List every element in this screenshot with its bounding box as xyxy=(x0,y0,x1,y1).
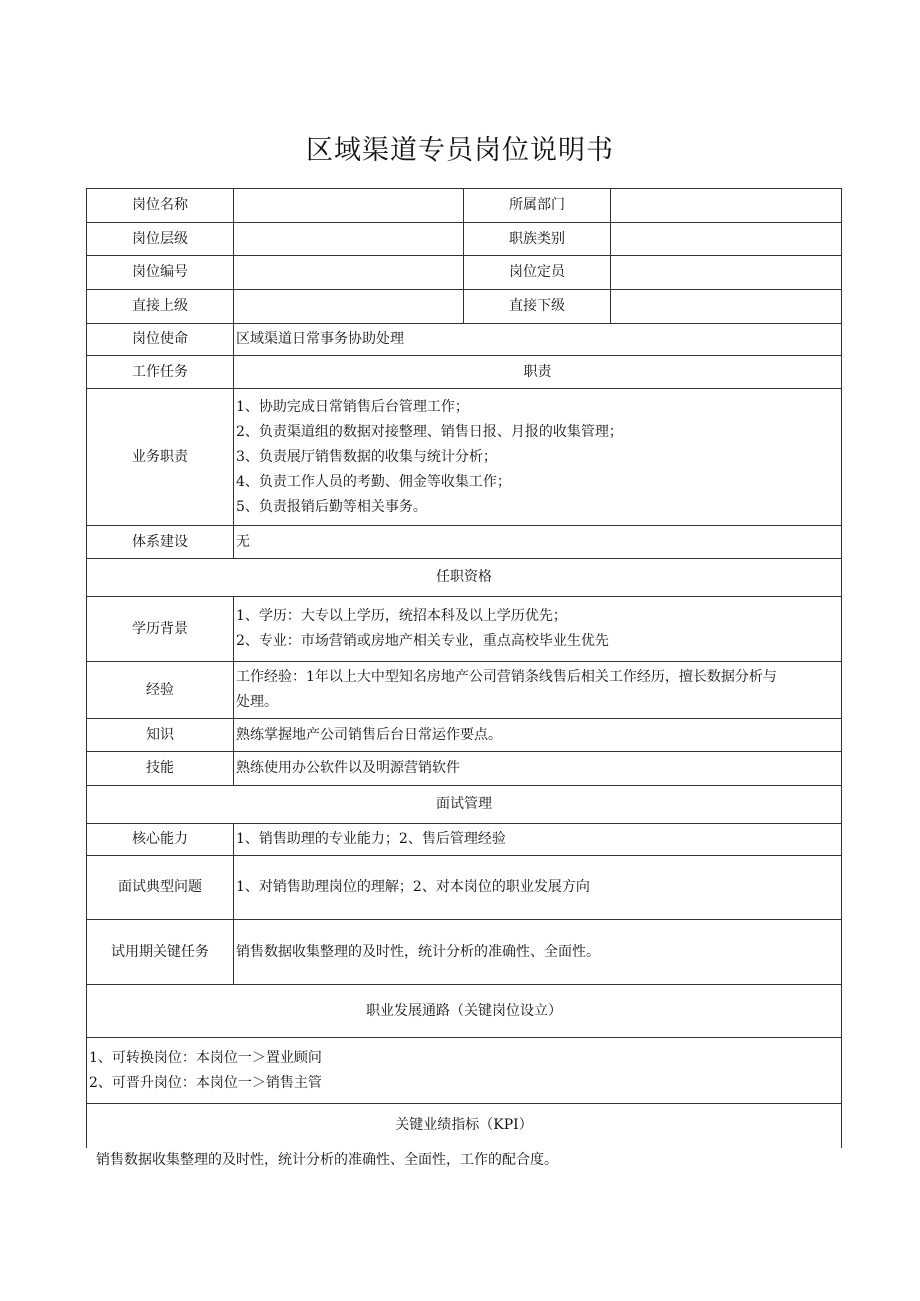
direct-subordinate-label: 直接下级 xyxy=(464,290,611,324)
knowledge-value: 熟练掌握地产公司销售后台日常运作要点。 xyxy=(234,719,842,752)
kpi-header: 关键业绩指标（KPI） xyxy=(87,1104,842,1148)
experience-value xyxy=(234,662,842,719)
mission-row xyxy=(87,324,842,356)
duty-item: 1、协助完成日常销售后台管理工作； xyxy=(236,398,469,415)
system-label: 体系建设 xyxy=(87,526,234,559)
tasks-row xyxy=(87,356,842,389)
system-value: 无 xyxy=(234,526,842,559)
basic-row-1 xyxy=(87,189,842,223)
tasks-label: 工作任务 xyxy=(87,356,234,389)
experience-row xyxy=(87,662,842,719)
headcount-label: 岗位定员 xyxy=(464,256,611,290)
duty-item: 2、负责渠道组的数据对接整理、销售日报、月报的收集管理； xyxy=(236,423,623,440)
duty-item: 3、负责展厅销售数据的收集与统计分析； xyxy=(236,448,497,465)
duty-item: 5、负责报销后勤等相关事务。 xyxy=(236,498,427,515)
interview-questions-label: 面试典型问题 xyxy=(87,856,234,920)
education-value xyxy=(234,597,842,662)
duty-item: 4、负责工作人员的考勤、佣金等收集工作； xyxy=(236,473,511,490)
interview-questions-row xyxy=(87,856,842,920)
direct-superior-label: 直接上级 xyxy=(87,290,234,324)
career-header: 职业发展通路（关键岗位设立） xyxy=(87,985,842,1038)
education-label: 学历背景 xyxy=(87,597,234,662)
core-ability-value: 1、销售助理的专业能力；2、售后管理经验 xyxy=(234,824,842,856)
position-level-value xyxy=(234,223,464,256)
career-path-item: 2、可晋升岗位：本岗位一＞销售主管 xyxy=(89,1074,322,1091)
qualifications-header-row xyxy=(87,559,842,597)
mission-value: 区域渠道日常事务协助处理 xyxy=(234,324,842,356)
career-path-item: 1、可转换岗位：本岗位一＞置业顾问 xyxy=(89,1049,322,1066)
career-row xyxy=(87,1038,842,1104)
department-label: 所属部门 xyxy=(464,189,611,223)
kpi-header-row xyxy=(87,1104,842,1148)
skills-row xyxy=(87,752,842,786)
experience-label: 经验 xyxy=(87,662,234,719)
skills-label: 技能 xyxy=(87,752,234,786)
education-row xyxy=(87,597,842,662)
position-name-label: 岗位名称 xyxy=(87,189,234,223)
career-paths xyxy=(87,1038,842,1104)
position-code-label: 岗位编号 xyxy=(87,256,234,290)
probation-row xyxy=(87,920,842,985)
qualifications-header: 任职资格 xyxy=(87,559,842,597)
probation-label: 试用期关键任务 xyxy=(87,920,234,985)
duties-header: 职责 xyxy=(234,356,842,389)
job-family-value xyxy=(611,223,842,256)
education-item: 1、学历：大专以上学历，统招本科及以上学历优先； xyxy=(236,608,567,624)
interview-header-row xyxy=(87,786,842,824)
basic-row-3 xyxy=(87,256,842,290)
basic-row-2 xyxy=(87,223,842,256)
knowledge-label: 知识 xyxy=(87,719,234,752)
position-code-value xyxy=(234,256,464,290)
direct-superior-value xyxy=(234,290,464,324)
interview-header: 面试管理 xyxy=(87,786,842,824)
direct-subordinate-value xyxy=(611,290,842,324)
position-level-label: 岗位层级 xyxy=(87,223,234,256)
duties-row xyxy=(87,389,842,526)
interview-questions-value: 1、对销售助理岗位的理解；2、对本岗位的职业发展方向 xyxy=(234,856,842,920)
kpi-value: 销售数据收集整理的及时性，统计分析的准确性、全面性，工作的配合度。 xyxy=(96,1152,558,1168)
career-header-row xyxy=(87,985,842,1038)
basic-row-4 xyxy=(87,290,842,324)
experience-line: 工作经验：1年以上大中型知名房地产公司营销条线售后相关工作经历，擅长数据分析与 xyxy=(236,669,777,685)
core-ability-label: 核心能力 xyxy=(87,824,234,856)
duties-label: 业务职责 xyxy=(87,389,234,526)
job-description-table xyxy=(86,188,842,1148)
core-ability-row xyxy=(87,824,842,856)
education-item: 2、专业：市场营销或房地产相关专业，重点高校毕业生优先 xyxy=(236,633,609,649)
position-name-value xyxy=(234,189,464,223)
department-value xyxy=(611,189,842,223)
skills-value: 熟练使用办公软件以及明源营销软件 xyxy=(234,752,842,786)
page-title: 区域渠道专员岗位说明书 xyxy=(306,135,614,166)
duties-list xyxy=(234,389,842,526)
knowledge-row xyxy=(87,719,842,752)
probation-value: 销售数据收集整理的及时性，统计分析的准确性、全面性。 xyxy=(234,920,842,985)
headcount-value xyxy=(611,256,842,290)
job-family-label: 职族类别 xyxy=(464,223,611,256)
experience-line: 处理。 xyxy=(236,694,278,710)
mission-label: 岗位使命 xyxy=(87,324,234,356)
system-row xyxy=(87,526,842,559)
